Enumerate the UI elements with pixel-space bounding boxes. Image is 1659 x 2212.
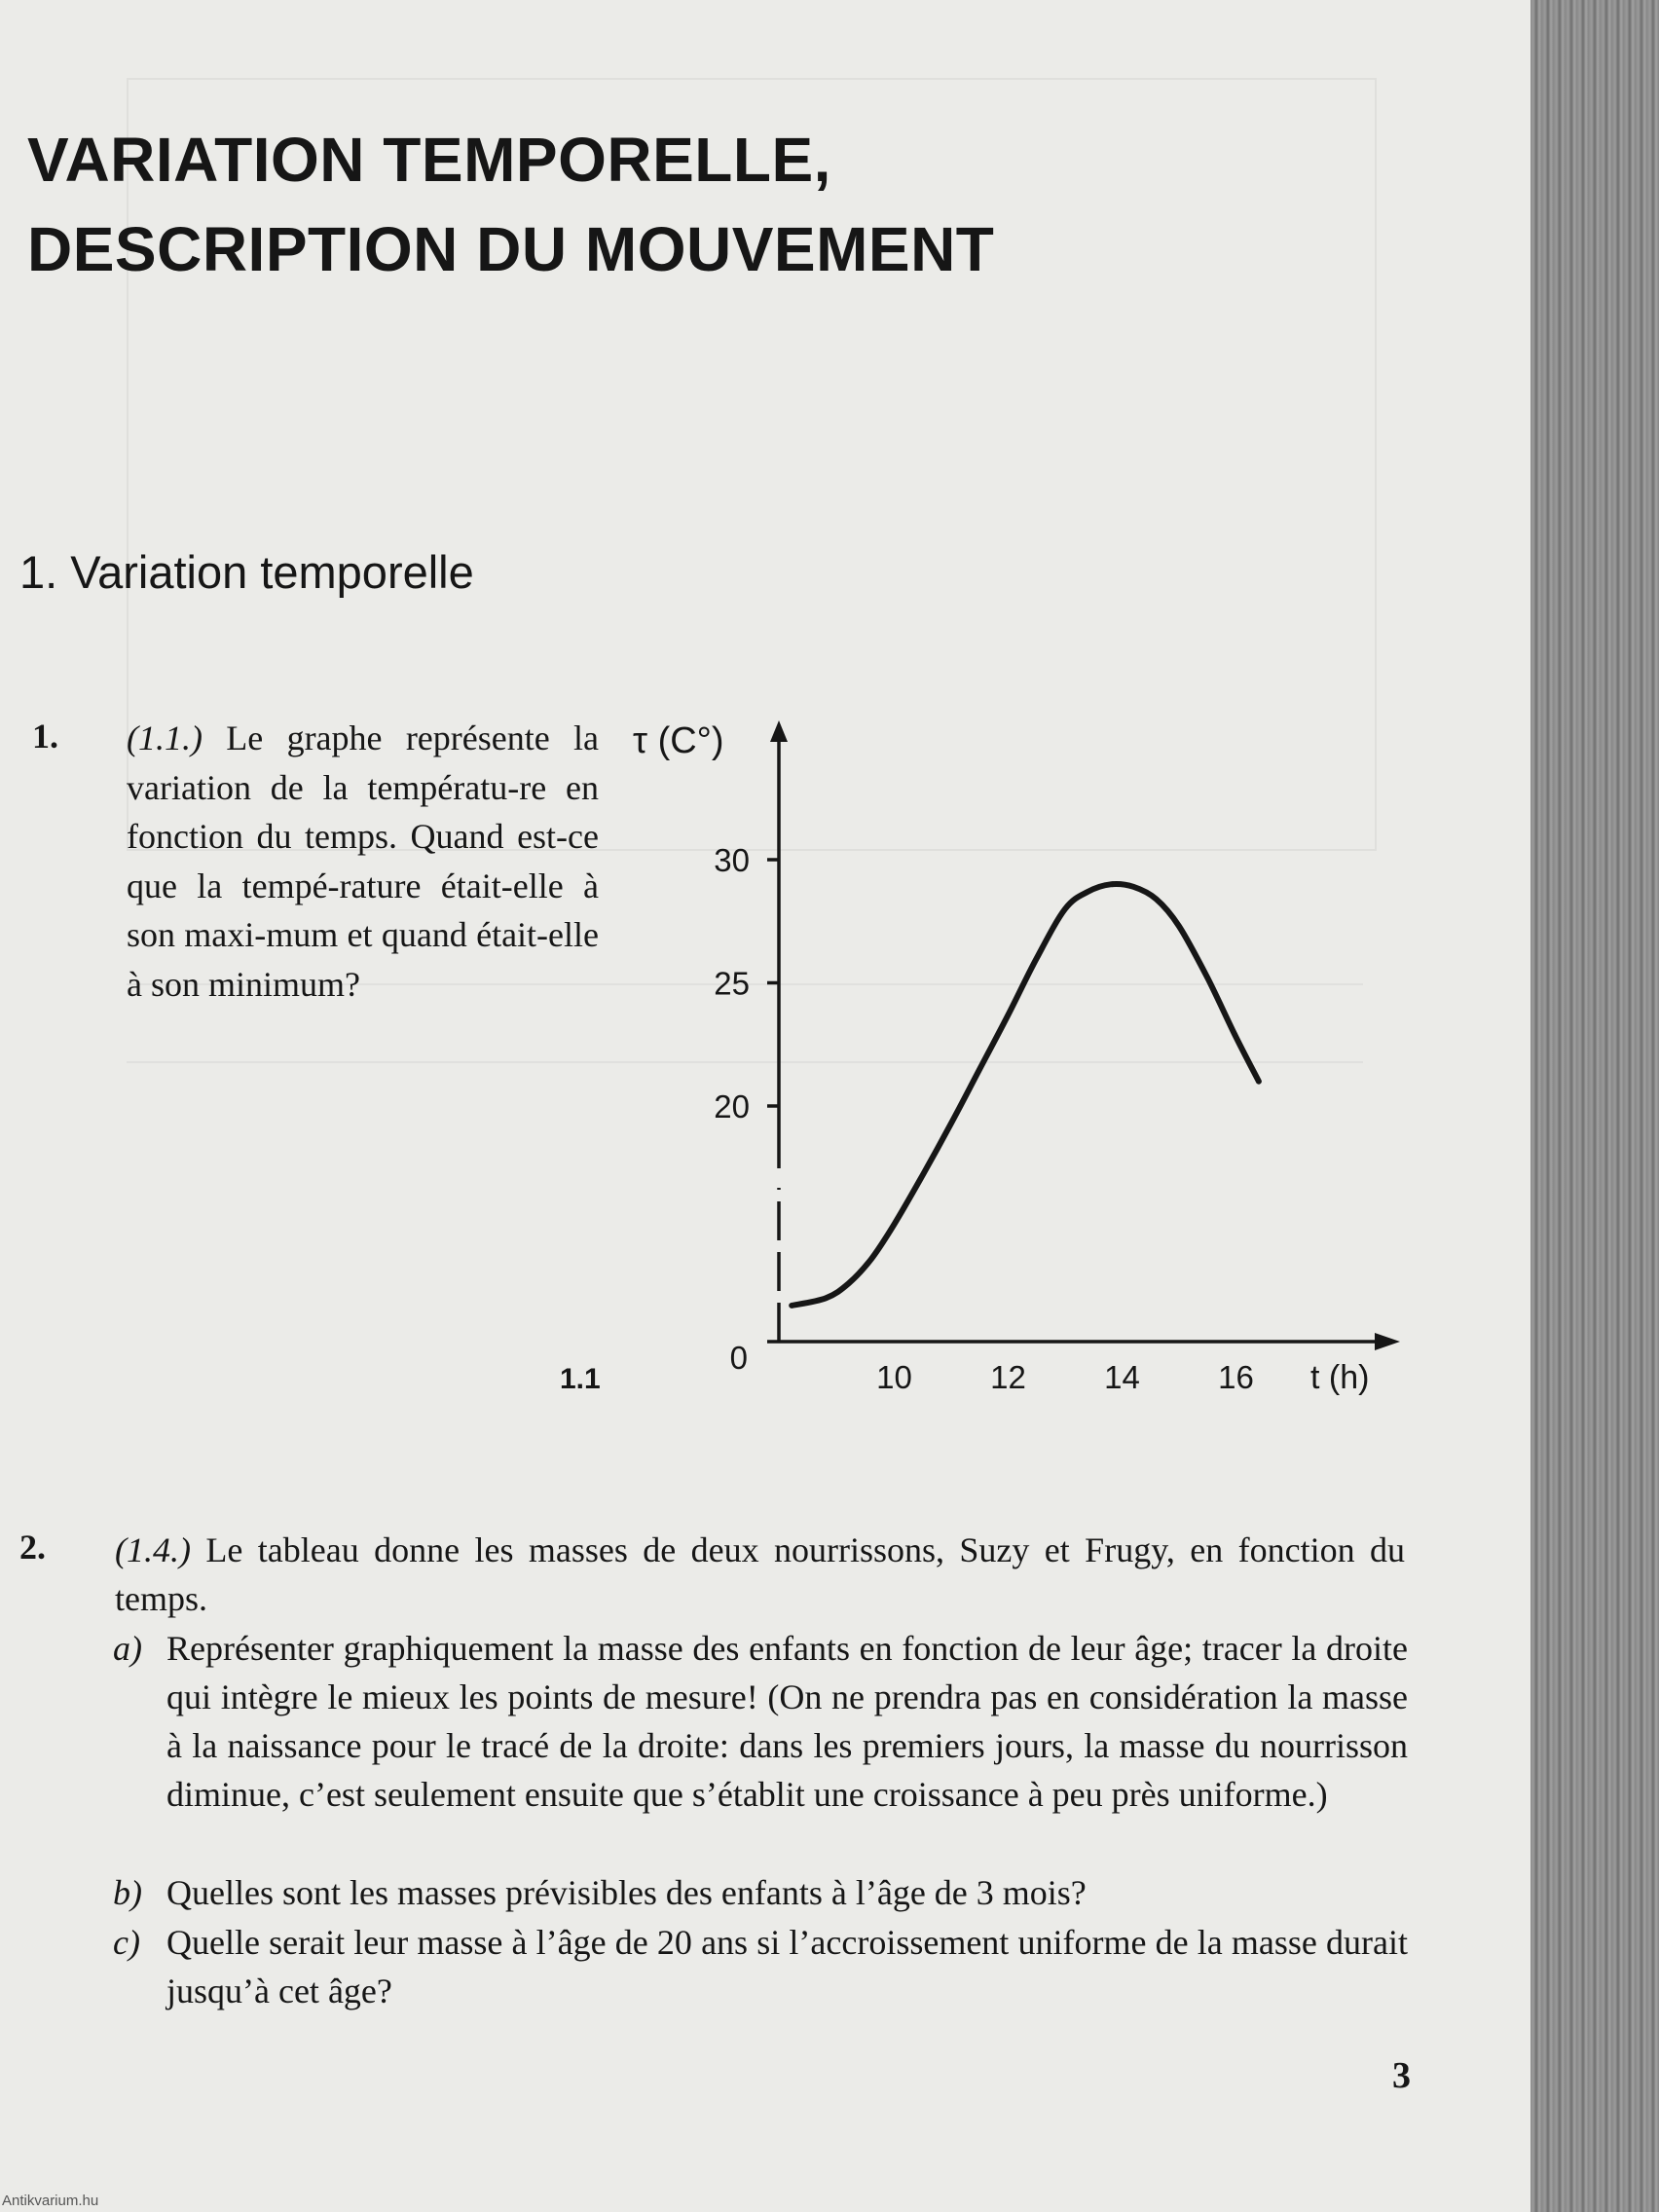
y-axis-label: τ (C°) bbox=[633, 720, 724, 761]
question-a-letter: a) bbox=[113, 1629, 142, 1668]
chapter-title-line-2: DESCRIPTION DU MOUVEMENT bbox=[27, 214, 995, 284]
exercise-2-intro-text: Le tableau donne les masses de deux nourrissons, Suzy et Frugy, en fonction du temps. bbox=[115, 1530, 1406, 1618]
x-tick-label: 14 bbox=[1104, 1359, 1140, 1395]
y-tick-label: 20 bbox=[714, 1088, 750, 1124]
chapter-title-line-1: VARIATION TEMPORELLE, bbox=[27, 125, 831, 195]
x-tick-label: 10 bbox=[876, 1359, 912, 1395]
watermark: Antikvarium.hu bbox=[2, 2193, 99, 2209]
x-ticks bbox=[876, 1359, 1254, 1395]
x-tick-label: 12 bbox=[990, 1359, 1026, 1395]
exercise-1-number: 1. bbox=[32, 717, 58, 756]
temperature-curve bbox=[792, 884, 1259, 1306]
y-tick-label: 30 bbox=[714, 842, 750, 878]
y-tick-label: 25 bbox=[714, 965, 750, 1002]
x-axis-label: t (h) bbox=[1310, 1359, 1370, 1396]
page-edge-stack bbox=[1530, 0, 1659, 2212]
exercise-1-reference: (1.1.) bbox=[127, 719, 203, 757]
question-b bbox=[113, 1868, 1408, 1917]
question-a-text: Représenter graphiquement la masse des enfants en fonction de leur âge; tracer la droite qui intègre le mieux les points de mesure! (On ne prendra pas en considération la masse à la naissance pour le tracé de la droite: dans les premiers jours, la masse du nourrisson diminue, c’est seulement ensuite que s’établit une croissance à peu près uniforme.) bbox=[166, 1629, 1408, 1814]
y-tick-label: 0 bbox=[729, 1340, 748, 1376]
exercise-2-reference: (1.4.) bbox=[115, 1530, 191, 1569]
question-c-letter: c) bbox=[113, 1923, 140, 1962]
x-axis-arrow bbox=[1375, 1333, 1400, 1350]
y-ticks bbox=[714, 842, 779, 1376]
figure-label: 1.1 bbox=[560, 1363, 601, 1395]
question-b-letter: b) bbox=[113, 1873, 142, 1912]
question-c bbox=[113, 1918, 1408, 2015]
exercise-2-intro bbox=[115, 1526, 1405, 1623]
section-heading: 1. Variation temporelle bbox=[19, 546, 474, 598]
page-number: 3 bbox=[1392, 2055, 1411, 2096]
y-axis-arrow bbox=[770, 720, 788, 742]
question-a bbox=[113, 1624, 1408, 1819]
question-c-text: Quelle serait leur masse à l’âge de 20 ans si l’accroissement uniforme de la masse durait jusqu’à cet âge? bbox=[166, 1923, 1408, 2010]
chart-axes bbox=[767, 720, 1400, 1350]
x-tick-label: 16 bbox=[1218, 1359, 1254, 1395]
question-b-text: Quelles sont les masses prévisibles des enfants à l’âge de 3 mois? bbox=[166, 1873, 1087, 1912]
exercise-1-body: Le graphe représente la variation de la températu-re en fonction du temps. Quand est-ce que la tempé-rature était-elle à son maxi-mum et quand était-elle à son minimum? bbox=[127, 719, 600, 1004]
exercise-2-number: 2. bbox=[19, 1528, 46, 1567]
